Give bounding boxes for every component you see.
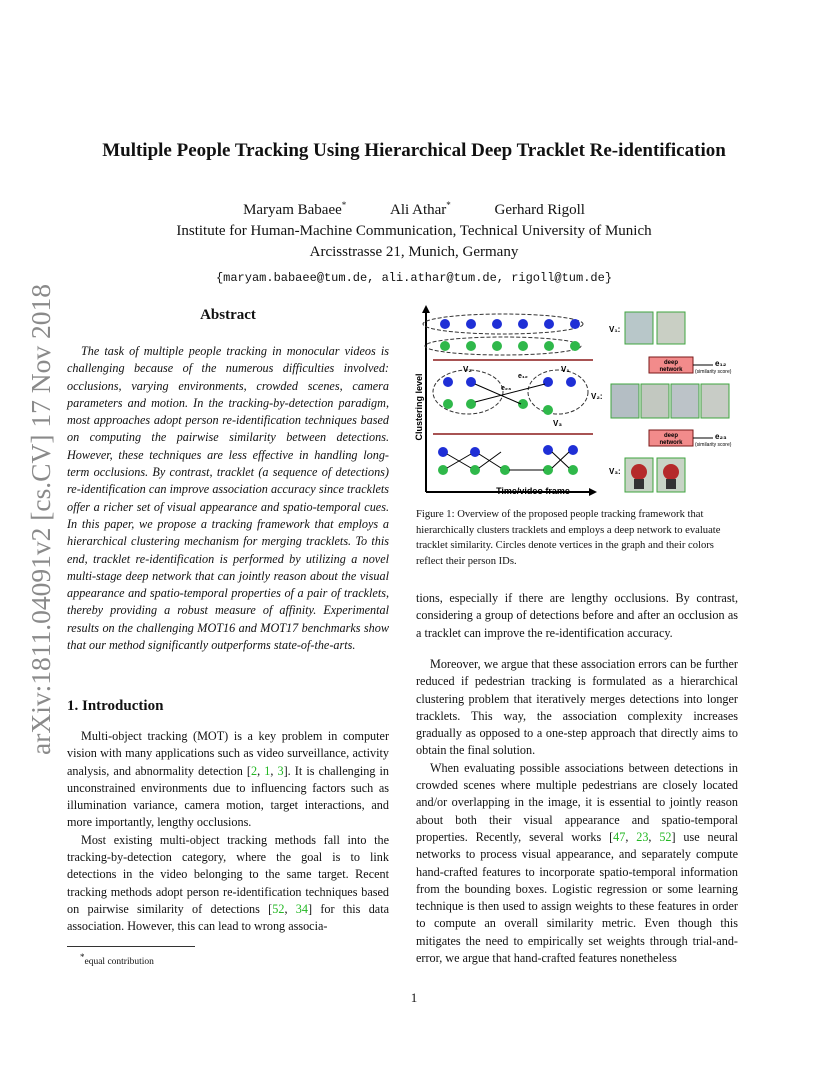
sim-score-2: (similarity score) [695, 442, 732, 448]
citation-link[interactable]: 52 [272, 901, 285, 916]
figure-1 [413, 302, 743, 500]
emails: {maryam.babaee@tum.de, ali.athar@tum.de, rigoll@tum.de} [215, 271, 613, 285]
citation-link[interactable]: 3 [277, 763, 284, 778]
deep-net-1-b: network [659, 367, 683, 373]
intro-heading: 1. Introduction [67, 698, 164, 714]
author-block [60, 195, 768, 289]
e23-label: e₂₃ [715, 432, 727, 441]
citation-link[interactable]: 47 [613, 829, 626, 844]
panel-v1-label: V₁: [609, 325, 621, 334]
panel-v2-label: V₂: [591, 392, 603, 401]
citation-link[interactable]: 52 [659, 829, 672, 844]
author-2: Ali Athar* [390, 200, 451, 218]
intro-paragraph-2: Most existing multi-object tracking methods fall into the tracking-by-detection category, where the goal is to link detections in the video belonging to the same target. Recent tracking methods adopt person re-identification techniques based on pairwise similarity of detections [52, 34] for this data association. However, this can lead to wrong associa- [67, 832, 390, 934]
citation-link[interactable]: 2 [250, 763, 258, 778]
graph-v2: V₂ [463, 365, 472, 374]
graph-v1: V₁ [561, 365, 570, 374]
right-paragraph-3: Moreover, we argue that these association errors can be further reduced if pedestrian tracking is formulated as a hierarchical clustering problem that iteratively merges detections into longer tracklets. This way, the association complexity increases gradually as opposed to a one-step approach that directly aims to obtain the final solution. [416, 657, 738, 758]
abstract-body: The task of multiple people tracking in monocular videos is challenging because of the numerous difficulties involved: occlusions, varying environments, crowded scenes, camera parameters and motion. In the tracking-by-detection paradigm, most approaches adopt person re-identification techniques based on computing the pairwise similarity between detections. However, these techniques are less effective in handling long-term occlusions. By contrast, tracklet (a sequence of detections) re-identification can improve association accuracy since tracklets offer a richer set of visual appearance and spatio-temporal cues. In this paper, we propose a tracking framework that employs a hierarchical clustering mechanism for merging tracklets. To this end, tracklet re-identification is performed by utilizing a novel multi-stage deep network that can jointly reason about the visual appearance and spatio-temporal properties of a pair of tracklets, thereby providing a robust measure of affinity. Experimental results on the challenging MOT16 and MOT17 benchmarks show that our method significantly outperforms state-of-the-arts. [67, 344, 389, 653]
footnote: *equal contribution [80, 952, 154, 968]
affiliation: Institute for Human-Machine Communication, Technical University of Munich [176, 223, 652, 239]
sim-score-1: (similarity score) [695, 369, 732, 375]
deep-net-2-b: network [659, 440, 683, 446]
panel-v3-label: V₃: [609, 467, 621, 476]
right-paragraph-cont: tions, especially if there are lengthy occlusions. By contrast, considering a group of detections before and after an occlusion as a tracklet can improve the re-identification accuracy. [416, 591, 738, 640]
abstract-heading: Abstract [200, 307, 256, 323]
graph-v3: V₃ [553, 419, 563, 428]
right-body [416, 656, 738, 967]
intro-body [67, 728, 389, 936]
intro-paragraph-1: Multi-object tracking (MOT) is a key problem in computer vision with many applications such as video surveillance, activity analysis, and abnormality detection [2, 1, 3]. It is challenging in unconstrained environments due to influencing factors such as illumination variance, camera motion, target interactions, and more importantly, lengthy occlusions. [67, 729, 390, 830]
author-3: Gerhard Rigoll [494, 202, 585, 218]
page-number: 1 [410, 990, 418, 1005]
figure-xlabel: Time/video frame [496, 486, 570, 496]
arxiv-id-text: arXiv:1811.04091v2 [cs.CV] 17 Nov 2018 [25, 283, 56, 755]
graph-e12: e₁₂ [518, 373, 528, 380]
arxiv-stamp [20, 280, 60, 760]
figure-caption: Figure 1: Overview of the proposed people tracking framework that hierarchically clusters tracklets and employs a deep network to evaluate tracklet similarity. Circles denote vertices in the graph and their colors reflect their person IDs. [416, 509, 721, 567]
paper-title: Multiple People Tracking Using Hierarchical Deep Tracklet Re-identification [102, 140, 726, 161]
right-paragraph-4: When evaluating possible associations between detections in crowded scenes where multiple pedestrians are closely located and/or overlapping in the image, it is essential to jointly reason about both their visual appearance and spatio-temporal properties. Recently, several works [47, 23, 52] use neural networks to process visual appearance, and separately compute hand-crafted features to incorporate spatio-temporal information from the bounding boxes. Logistic regression or some learning technique is then used to assign weights to these features in order to compute an overall similarity metric. Even though this mitigates the need to empirically set weights through trial-and-error, we argue that hand-crafted features nonetheless [416, 760, 738, 966]
address: Arcisstrasse 21, Munich, Germany [309, 244, 519, 260]
citation-link[interactable]: 34 [295, 901, 308, 916]
e12-label: e₁₂ [715, 359, 727, 368]
author-1: Maryam Babaee* [243, 200, 347, 218]
footnote-rule [67, 946, 195, 947]
figure-ylabel: Clustering level [414, 373, 424, 441]
deep-net-1-a: deep [663, 360, 679, 366]
citation-link[interactable]: 23 [636, 829, 649, 844]
citation-link[interactable]: 1 [264, 763, 271, 778]
deep-net-2-a: deep [663, 433, 679, 439]
graph-e23: e₂₃ [501, 385, 512, 392]
